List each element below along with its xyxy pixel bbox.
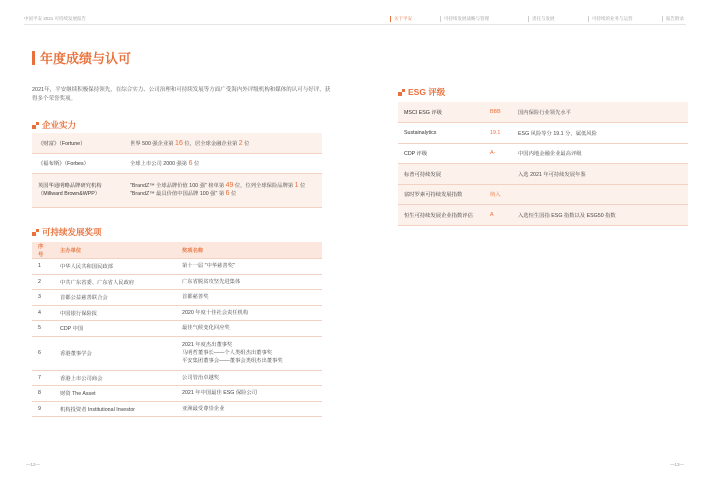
- table-row: [32, 370, 322, 386]
- section-squares-icon: [32, 229, 39, 236]
- award-line: 首都慈善奖: [182, 294, 209, 301]
- esg-ratings-table: [398, 102, 688, 226]
- rating-agency: 标普可持续发展: [398, 164, 484, 185]
- award-line: 2021 年度杰出董事奖: [182, 342, 233, 348]
- award-line: 公司管治卓越奖: [182, 374, 220, 381]
- page-number-right: —13—: [669, 462, 684, 467]
- rating-value: A: [484, 205, 512, 226]
- page-title: 年度成绩与认可: [40, 51, 132, 66]
- award-organizer: 机构投资者 Institutional Investor: [54, 401, 176, 417]
- page-number-left: —12—: [26, 462, 41, 467]
- table-row: [32, 173, 322, 207]
- org-name: 英国华通明略品牌研究机构（Millward Brown&WPP）: [32, 173, 124, 207]
- award-number: 2: [32, 274, 54, 290]
- rating-description: 国内保险行业领先水平: [512, 102, 688, 123]
- award-name: [176, 274, 322, 290]
- table-row: [398, 143, 688, 164]
- award-name: [176, 336, 322, 370]
- nav-tab-business[interactable]: 可持续的业务与运营: [588, 16, 633, 22]
- award-name: [176, 321, 322, 337]
- award-line: 2021 年中国最佳 ESG 保险公司: [182, 390, 258, 397]
- intro-paragraph: 2021年，平安继续积极保持领先，在综合实力、公司治理和可持续发展等方面广受海内外评级机构和媒体的认可与好评，获得多个荣誉奖项。: [32, 87, 331, 102]
- rating-agency: 富时罗素可持续发展指数: [398, 184, 484, 205]
- org-name: 《福布斯》（Forbes）: [32, 153, 124, 173]
- table-row: [32, 274, 322, 290]
- table-header-row: [32, 242, 322, 259]
- rating-value: 19.1: [484, 123, 512, 144]
- nav-tab-appendix[interactable]: 报告附录: [662, 16, 684, 22]
- table-row: [32, 133, 322, 153]
- awards-table-body: [32, 259, 322, 417]
- table-row: [398, 164, 688, 185]
- header-divider: [24, 24, 686, 25]
- rating-value: 纳入: [484, 184, 512, 205]
- table-row: [32, 401, 322, 417]
- table-row: [32, 386, 322, 402]
- table-row: [32, 336, 322, 370]
- award-name: [176, 305, 322, 321]
- rating-description: 中国内地金融企业最高评级: [512, 143, 688, 164]
- award-organizer: 财资 The Asset: [54, 386, 176, 402]
- award-line: 2020 年度十佳社会责任机构: [182, 309, 249, 316]
- esg-table-body: [398, 102, 688, 225]
- page-title-block: [32, 48, 131, 67]
- award-line: 最佳气候变化回应奖: [182, 325, 230, 332]
- report-title: 中国平安 2021 可持续发展报告: [24, 16, 87, 21]
- award-name: [176, 370, 322, 386]
- column-header-organizer: 主办单位: [54, 242, 176, 259]
- section-heading-esg-ratings: ESG 评级: [398, 86, 445, 98]
- award-organizer: 香港上市公司商会: [54, 370, 176, 386]
- column-header-award: 奖项名称: [176, 242, 322, 259]
- table-row: [32, 259, 322, 275]
- award-number: 1: [32, 259, 54, 275]
- sustainability-awards-table: [32, 242, 322, 417]
- award-line: 平安集团董事会——董事会类组杰出董事奖: [182, 358, 283, 364]
- nav-tab-responsibility[interactable]: 责任与发展: [528, 16, 555, 22]
- table-row: [398, 205, 688, 226]
- award-name: [176, 290, 322, 306]
- award-number: 7: [32, 370, 54, 386]
- title-accent-bar: [32, 51, 35, 65]
- award-organizer: 香港董事学会: [54, 336, 176, 370]
- achievement-text: "BrandZ™ 全球品牌价值 100 强" 榜单第 49 位，位列全球保险品牌第 1 位 "BrandZ™ 最具价值中国品牌 100 强" 第 6 位: [124, 173, 322, 207]
- table-row: [32, 321, 322, 337]
- award-number: 6: [32, 336, 54, 370]
- award-number: 4: [32, 305, 54, 321]
- section-squares-icon: [32, 122, 39, 129]
- page-header: [0, 0, 710, 26]
- award-line: 广东省脱贫攻坚先进集体: [182, 278, 241, 285]
- nav-tab-strategy[interactable]: 可持续发展战略与管理: [440, 16, 489, 22]
- award-organizer: CDP 中国: [54, 321, 176, 337]
- award-organizer: 中国银行保险报: [54, 305, 176, 321]
- nav-tab-about[interactable]: 关于平安: [390, 16, 412, 22]
- rating-value: [484, 164, 512, 185]
- table-row: [398, 123, 688, 144]
- section-heading-sustainability-awards: 可持续发展奖项: [32, 226, 102, 238]
- table-row: [32, 305, 322, 321]
- award-number: 8: [32, 386, 54, 402]
- rating-agency: MSCI ESG 评级: [398, 102, 484, 123]
- award-name: [176, 259, 322, 275]
- rating-agency: CDP 评级: [398, 143, 484, 164]
- award-line: 第十一届 "中华慈善奖": [182, 263, 235, 270]
- table-row: [398, 184, 688, 205]
- table-row: [32, 153, 322, 173]
- rating-description: 入选恒生国指 ESG 指数以及 ESG50 指数: [512, 205, 688, 226]
- org-name: 《财富》（Fortune）: [32, 133, 124, 153]
- table-row: [32, 290, 322, 306]
- rating-agency: 恒生可持续发展企业指数评估: [398, 205, 484, 226]
- award-line: 亚洲最受尊崇企业: [182, 405, 225, 412]
- rating-description: 入选 2021 年可持续发展年鉴: [512, 164, 688, 185]
- award-organizer: 首都公益慈善联合会: [54, 290, 176, 306]
- award-organizer: 中华人民共和国民政部: [54, 259, 176, 275]
- rating-description: ESG 风险等分 19.1 分，属低风险: [512, 123, 688, 144]
- rating-agency: Sustainalytics: [398, 123, 484, 144]
- rating-value: BBB: [484, 102, 512, 123]
- achievement-text: 世界 500 强企业第 16 位，居全球金融企业第 2 位: [124, 133, 322, 153]
- award-number: 5: [32, 321, 54, 337]
- table-row: [398, 102, 688, 123]
- section-squares-icon: [398, 89, 405, 96]
- award-number: 3: [32, 290, 54, 306]
- corporate-strength-table: [32, 133, 322, 208]
- achievement-text: 全球上市公司 2000 强第 6 位: [124, 153, 322, 173]
- section-heading-corporate-strength: 企业实力: [32, 119, 76, 131]
- award-organizer: 中共广东省委、广东省人民政府: [54, 274, 176, 290]
- rating-value: A-: [484, 143, 512, 164]
- award-number: 9: [32, 401, 54, 417]
- rating-description: [512, 184, 688, 205]
- column-header-no: 序号: [32, 242, 54, 259]
- award-name: [176, 386, 322, 402]
- award-name: [176, 401, 322, 417]
- award-line: 马明哲董事长——个人类组杰出董事奖: [182, 350, 273, 356]
